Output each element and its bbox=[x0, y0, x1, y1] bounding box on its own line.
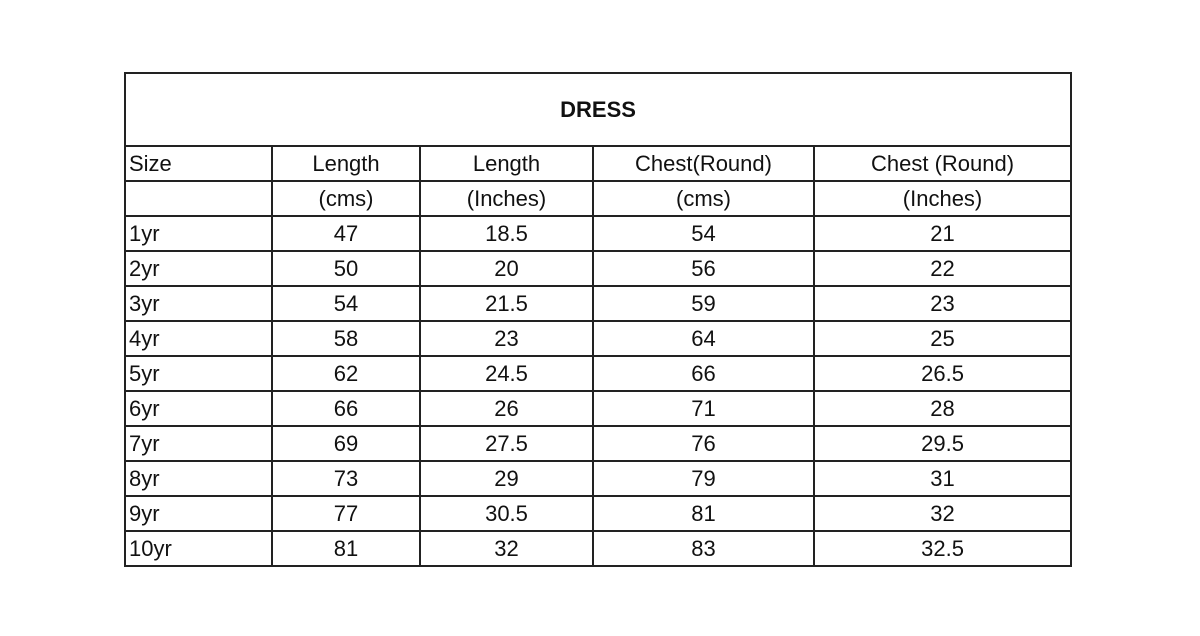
table-title: DRESS bbox=[125, 73, 1071, 146]
chest-cms-cell: 83 bbox=[593, 531, 814, 566]
chest-inches-cell: 23 bbox=[814, 286, 1071, 321]
table-row bbox=[125, 461, 1071, 496]
chest-inches-cell: 31 bbox=[814, 461, 1071, 496]
length-inches-cell: 21.5 bbox=[420, 286, 593, 321]
size-cell: 2yr bbox=[125, 251, 272, 286]
chest-cms-cell: 64 bbox=[593, 321, 814, 356]
column-unit-chest-cms: (cms) bbox=[593, 181, 814, 216]
column-unit-size bbox=[125, 181, 272, 216]
size-cell: 7yr bbox=[125, 426, 272, 461]
header-row-1 bbox=[125, 146, 1071, 181]
table-row bbox=[125, 426, 1071, 461]
table-row bbox=[125, 531, 1071, 566]
length-inches-cell: 20 bbox=[420, 251, 593, 286]
table-row bbox=[125, 496, 1071, 531]
length-cms-cell: 54 bbox=[272, 286, 420, 321]
length-cms-cell: 58 bbox=[272, 321, 420, 356]
size-cell: 9yr bbox=[125, 496, 272, 531]
size-cell: 1yr bbox=[125, 216, 272, 251]
length-inches-cell: 32 bbox=[420, 531, 593, 566]
column-header-chest-inches: Chest (Round) bbox=[814, 146, 1071, 181]
length-inches-cell: 29 bbox=[420, 461, 593, 496]
length-cms-cell: 73 bbox=[272, 461, 420, 496]
size-cell: 6yr bbox=[125, 391, 272, 426]
chest-cms-cell: 79 bbox=[593, 461, 814, 496]
chest-inches-cell: 22 bbox=[814, 251, 1071, 286]
column-unit-chest-inches: (Inches) bbox=[814, 181, 1071, 216]
size-cell: 4yr bbox=[125, 321, 272, 356]
table-row bbox=[125, 286, 1071, 321]
chest-inches-cell: 21 bbox=[814, 216, 1071, 251]
column-header-length-cms: Length bbox=[272, 146, 420, 181]
chest-inches-cell: 32 bbox=[814, 496, 1071, 531]
column-header-length-inches: Length bbox=[420, 146, 593, 181]
chest-inches-cell: 29.5 bbox=[814, 426, 1071, 461]
length-inches-cell: 30.5 bbox=[420, 496, 593, 531]
chest-cms-cell: 54 bbox=[593, 216, 814, 251]
size-cell: 3yr bbox=[125, 286, 272, 321]
chest-inches-cell: 26.5 bbox=[814, 356, 1071, 391]
length-inches-cell: 23 bbox=[420, 321, 593, 356]
chest-inches-cell: 25 bbox=[814, 321, 1071, 356]
length-cms-cell: 47 bbox=[272, 216, 420, 251]
table-row bbox=[125, 216, 1071, 251]
table-body bbox=[125, 216, 1071, 566]
chest-cms-cell: 59 bbox=[593, 286, 814, 321]
length-cms-cell: 50 bbox=[272, 251, 420, 286]
length-inches-cell: 18.5 bbox=[420, 216, 593, 251]
table-row bbox=[125, 356, 1071, 391]
size-cell: 8yr bbox=[125, 461, 272, 496]
chest-inches-cell: 28 bbox=[814, 391, 1071, 426]
header-row-2 bbox=[125, 181, 1071, 216]
size-cell: 10yr bbox=[125, 531, 272, 566]
length-cms-cell: 66 bbox=[272, 391, 420, 426]
chest-inches-cell: 32.5 bbox=[814, 531, 1071, 566]
length-inches-cell: 27.5 bbox=[420, 426, 593, 461]
table-row bbox=[125, 251, 1071, 286]
table-row bbox=[125, 321, 1071, 356]
chest-cms-cell: 71 bbox=[593, 391, 814, 426]
table-row bbox=[125, 391, 1071, 426]
size-cell: 5yr bbox=[125, 356, 272, 391]
chest-cms-cell: 66 bbox=[593, 356, 814, 391]
column-unit-length-cms: (cms) bbox=[272, 181, 420, 216]
column-header-chest-cms: Chest(Round) bbox=[593, 146, 814, 181]
column-header-size: Size bbox=[125, 146, 272, 181]
chest-cms-cell: 56 bbox=[593, 251, 814, 286]
title-row bbox=[125, 73, 1071, 146]
length-cms-cell: 77 bbox=[272, 496, 420, 531]
chest-cms-cell: 76 bbox=[593, 426, 814, 461]
length-inches-cell: 26 bbox=[420, 391, 593, 426]
length-cms-cell: 69 bbox=[272, 426, 420, 461]
size-chart-table bbox=[124, 72, 1072, 567]
length-cms-cell: 62 bbox=[272, 356, 420, 391]
length-inches-cell: 24.5 bbox=[420, 356, 593, 391]
length-cms-cell: 81 bbox=[272, 531, 420, 566]
chest-cms-cell: 81 bbox=[593, 496, 814, 531]
column-unit-length-inches: (Inches) bbox=[420, 181, 593, 216]
